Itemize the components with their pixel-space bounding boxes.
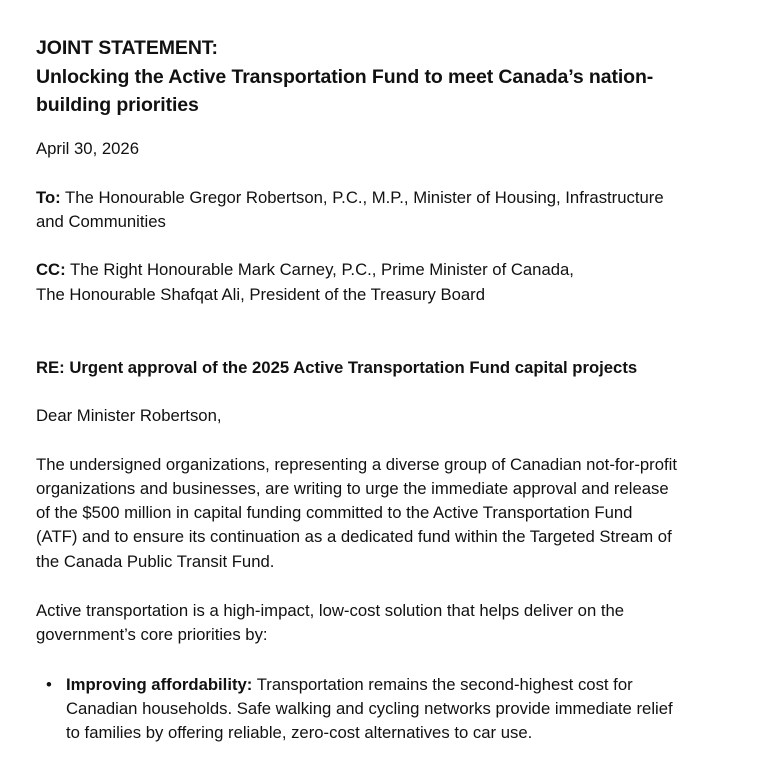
to-label: To: xyxy=(36,187,61,207)
statement-date: April 30, 2026 xyxy=(36,138,139,158)
cc-line-1 xyxy=(36,258,740,282)
bullet-label: Improving affordability: xyxy=(66,674,253,694)
intro-line: (ATF) and to ensure its continuation as a dedicated fund within the Targeted Stream of xyxy=(36,527,672,547)
title-line-1: JOINT STATEMENT: xyxy=(36,37,218,59)
bullet-line-1 xyxy=(66,673,740,697)
cc-text-2: The Honourable Shafqat Ali, President of the Treasury Board xyxy=(36,284,485,304)
cc-block xyxy=(36,258,740,307)
cc-label: CC: xyxy=(36,260,66,280)
priorities-list xyxy=(36,673,740,746)
bullet-marker: • xyxy=(46,674,52,694)
bullet-text-1: Transportation remains the second-highest cost for xyxy=(252,674,633,694)
list-item xyxy=(36,673,740,746)
bullet-text-2: Canadian households. Safe walking and cycling networks provide immediate relief xyxy=(66,698,673,718)
recipient-block xyxy=(36,186,740,235)
bullet-text-3: to families by offering reliable, zero-cost alternatives to car use. xyxy=(66,723,533,743)
intro-paragraph xyxy=(36,453,740,574)
intro-line: the Canada Public Transit Fund. xyxy=(36,551,275,571)
intro-line: of the $500 million in capital funding committed to the Active Transportation Fund xyxy=(36,503,633,523)
title-line-3: building priorities xyxy=(36,94,199,116)
recipient-text-1: The Honourable Gregor Robertson, P.C., M.P., Minister of Housing, Infrastructure xyxy=(60,187,664,207)
recipient-text-2: and Communities xyxy=(36,212,166,232)
cc-text-1: The Right Honourable Mark Carney, P.C., Prime Minister of Canada, xyxy=(65,260,574,280)
subject-line: RE: Urgent approval of the 2025 Active Transportation Fund capital projects xyxy=(36,357,638,377)
priorities-line: Active transportation is a high-impact, low-cost solution that helps deliver on the xyxy=(36,601,625,621)
intro-line: organizations and businesses, are writing to urge the immediate approval and release xyxy=(36,478,669,498)
statement-title xyxy=(36,34,740,120)
title-line-2: Unlocking the Active Transportation Fund to meet Canada’s nation- xyxy=(36,65,654,88)
recipient-line-1 xyxy=(36,186,740,210)
intro-line: The undersigned organizations, representing a diverse group of Canadian not-for-profit xyxy=(36,454,678,474)
salutation: Dear Minister Robertson, xyxy=(36,406,222,426)
priorities-line: government’s core priorities by: xyxy=(36,625,268,645)
priorities-paragraph xyxy=(36,599,740,648)
